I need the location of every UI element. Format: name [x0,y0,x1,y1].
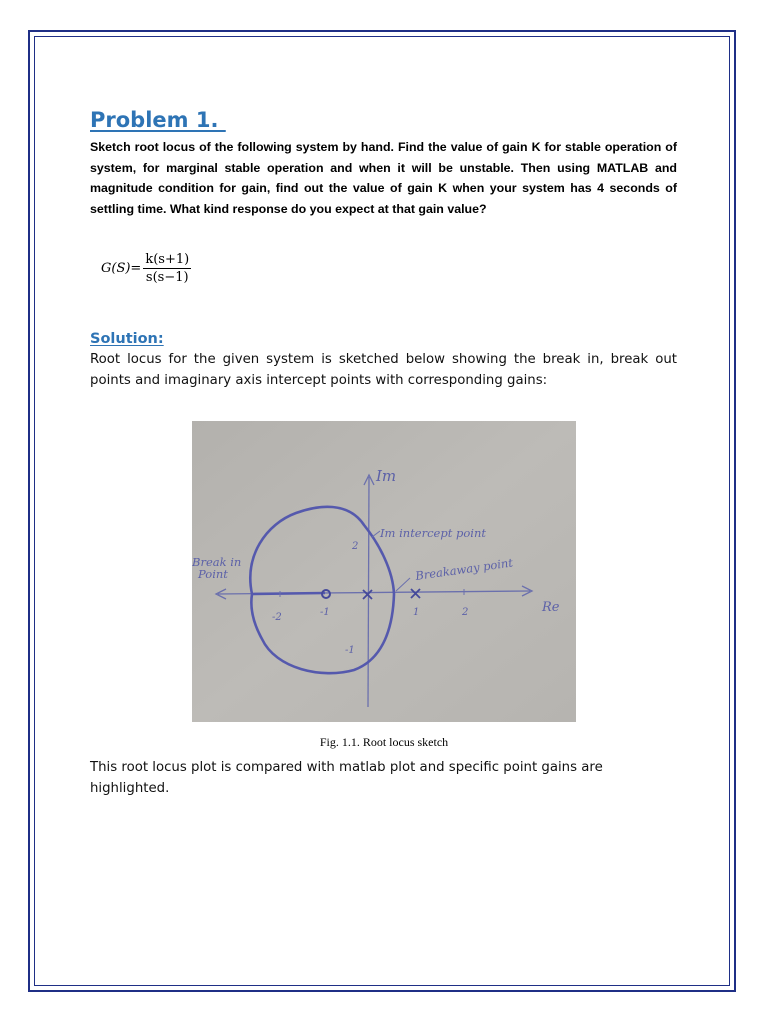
im-intercept-label: Im intercept point [380,526,486,540]
locus-real-segment [252,593,325,594]
root-locus-sketch-photo [192,421,576,722]
tick-label-2: 2 [462,607,469,618]
solution-heading: Solution: [90,331,164,347]
tick-label-1: 1 [413,607,420,618]
solution-closing-text: This root locus plot is compared with matlab plot and specific point gains are highlighted. [90,760,603,796]
equation-fraction [143,252,191,285]
equation-denominator: s(s−1) [145,270,189,285]
transfer-function-equation [101,252,191,285]
breakaway-label: Breakaway point [414,555,514,583]
figure-caption: Fig. 1.1. Root locus sketch [319,735,449,749]
tick-label-neg2: -2 [272,612,282,623]
solution-intro-text: Root locus for the given system is sketched below showing the break in, break out points and imaginary axis intercept points with corresponding gains: [90,352,677,388]
tick-label-im-pos: 2 [352,541,359,552]
equation-lhs: G(S)= [101,261,142,276]
break-in-label-line2: Point [198,567,228,581]
re-axis-label: Re [542,600,560,615]
break-in-label-line1: Break in [192,555,242,569]
tick-label-neg1: -1 [320,607,330,618]
equation-numerator: k(s+1) [145,252,190,267]
tick-label-im-neg: -1 [345,645,355,656]
im-axis-label: Im [376,467,397,485]
problem-heading: Problem 1. [90,108,226,132]
problem-statement: Sketch root locus of the following system by hand. Find the value of gain K for stable operation of system, for marginal stable operation and when it will be unstable. Then using MATLAB and magnitude condition for gain, find out the value of gain K when your system has 4 seconds of settling time. What kind response do you expect at that gain value? [90,140,677,216]
